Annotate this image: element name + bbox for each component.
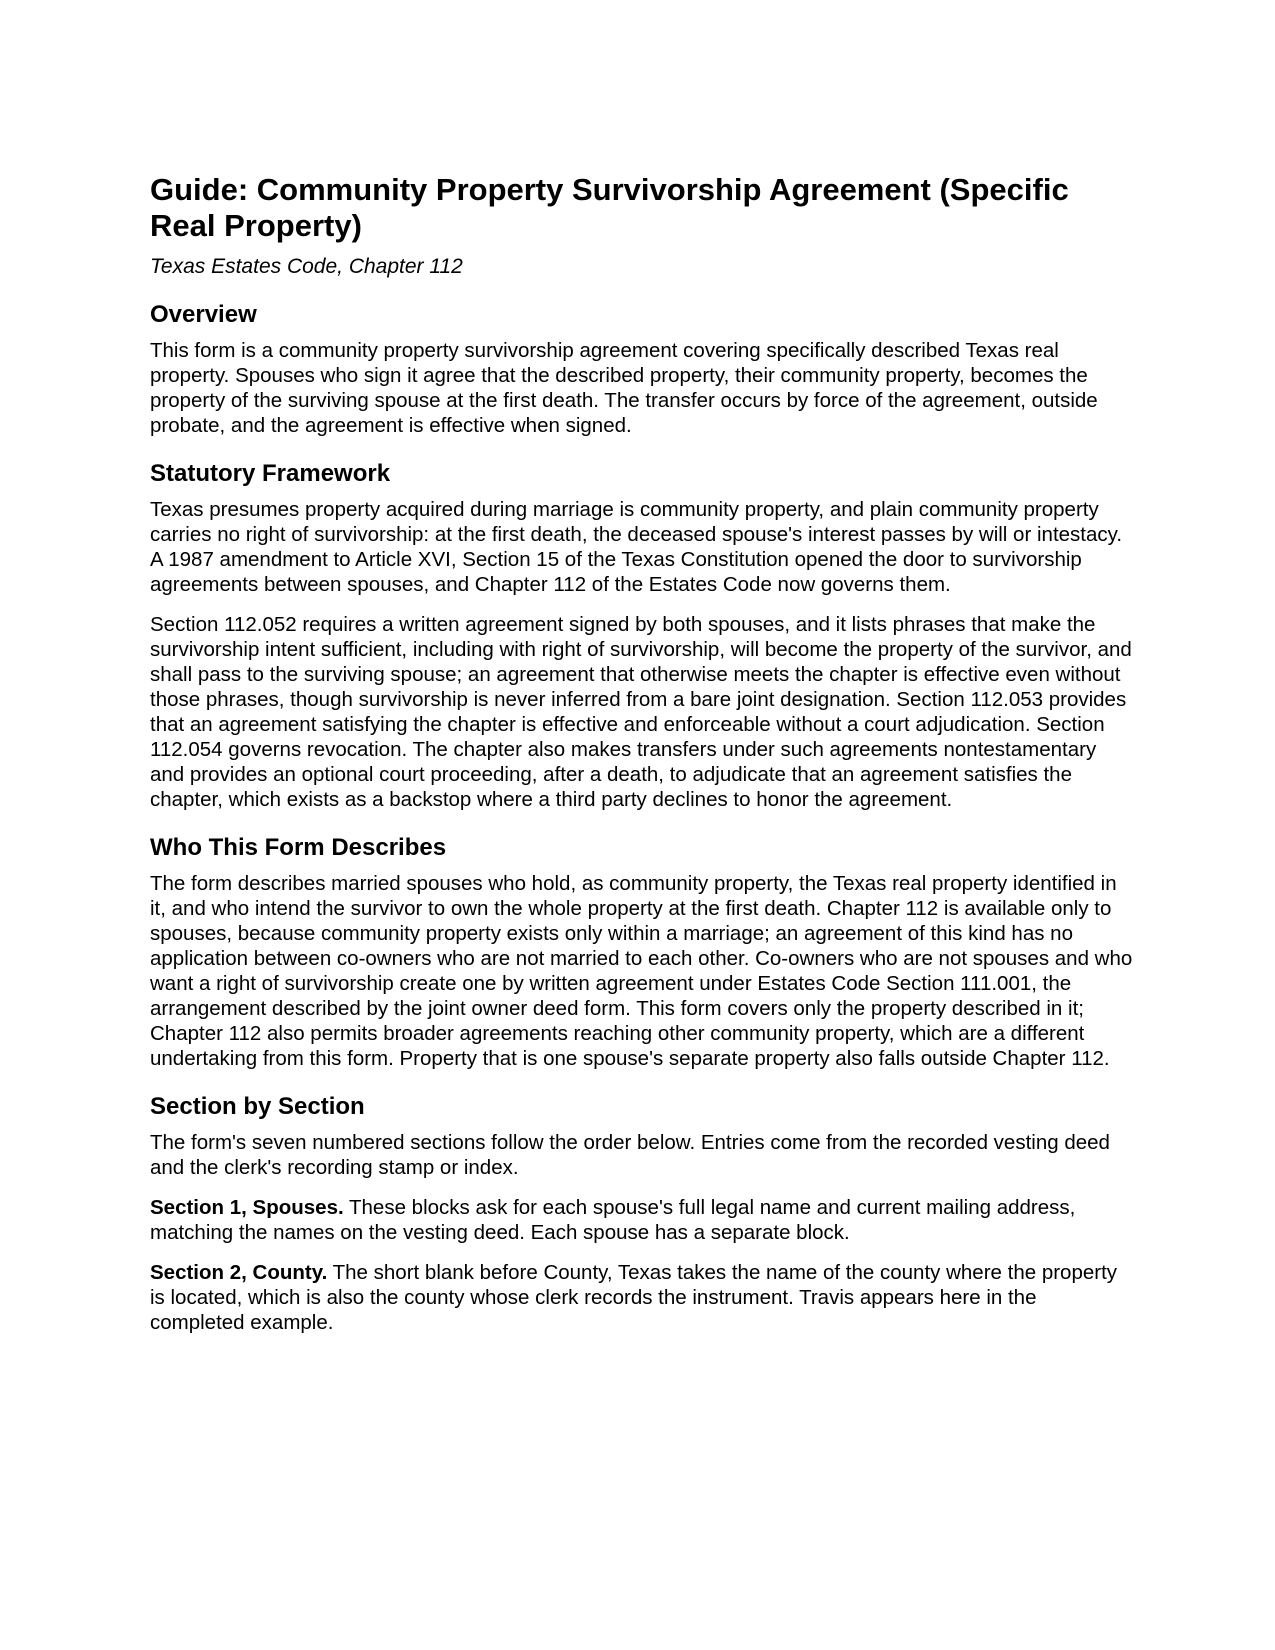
document-subtitle: Texas Estates Code, Chapter 112: [150, 255, 463, 278]
section-overview: [150, 301, 1135, 438]
paragraph: This form is a community property survivorship agreement covering specifically described Texas real property. Spouses who sign it agree that the described property, their community property, becomes the property of the surviving spouse at the first death. The transfer occurs by force of the agreement, outside probate, and the agreement is effective when signed.: [150, 339, 1098, 437]
section-heading: Overview: [150, 301, 257, 328]
document-title: Guide: Community Property Survivorship Agreement (Specific Real Property): [150, 172, 1069, 243]
section-item-spouses: [150, 1195, 1135, 1245]
paragraph: The form describes married spouses who hold, as community property, the Texas real property identified in it, and who intend the survivor to own the whole property at the first death. Chapter 112 is available only to spouses, because community property exists only within a marriage; an agreement of this kind has no application between co-owners who are not married to each other. Co-owners who are not spouses and who want a right of survivorship create one by written agreement under Estates Code Section 111.001, the arrangement described by the joint owner deed form. This form covers only the property described in it; Chapter 112 also permits broader agreements reaching other community property, which are a different undertaking from this form. Property that is one spouse's separate property also falls outside Chapter 112.: [150, 872, 1133, 1070]
item-lead: Section 2, County.: [150, 1261, 328, 1284]
section-heading: Statutory Framework: [150, 460, 391, 487]
section-item-county: [150, 1260, 1135, 1335]
paragraph: The form's seven numbered sections follow the order below. Entries come from the recorded vesting deed and the clerk's recording stamp or index.: [150, 1131, 1110, 1179]
section-heading: Section by Section: [150, 1093, 365, 1120]
section-section-by-section: [150, 1093, 1135, 1335]
item-lead: Section 1, Spouses.: [150, 1196, 344, 1219]
paragraph: Section 112.052 requires a written agreement signed by both spouses, and it lists phrases that make the survivorship intent sufficient, including with right of survivorship, will become the property of the survivor, and shall pass to the surviving spouse; an agreement that otherwise meets the chapter is effective even without those phrases, though survivorship is never inferred from a bare joint designation. Section 112.053 provides that an agreement satisfying the chapter is effective and enforceable without a court adjudication. Section 112.054 governs revocation. The chapter also makes transfers under such agreements nontestamentary and provides an optional court proceeding, after a death, to adjudicate that an agreement satisfies the chapter, which exists as a backstop where a third party declines to honor the agreement.: [150, 613, 1132, 811]
paragraph: Texas presumes property acquired during marriage is community property, and plain community property carries no right of survivorship: at the first death, the deceased spouse's interest passes by will or intestacy. A 1987 amendment to Article XVI, Section 15 of the Texas Constitution opened the door to survivorship agreements between spouses, and Chapter 112 of the Estates Code now governs them.: [150, 498, 1123, 596]
section-statutory-framework: [150, 460, 1135, 812]
document-page: [150, 172, 1135, 1350]
item-text: The short blank before County, Texas takes the name of the county where the property is located, which is also the county whose clerk records the instrument. Travis appears here in the completed example.: [150, 1261, 1118, 1334]
section-who-this-form-describes: [150, 834, 1135, 1071]
section-heading: Who This Form Describes: [150, 834, 447, 861]
item-text: These blocks ask for each spouse's full legal name and current mailing address, matching the names on the vesting deed. Each spouse has a separate block.: [150, 1196, 1076, 1244]
